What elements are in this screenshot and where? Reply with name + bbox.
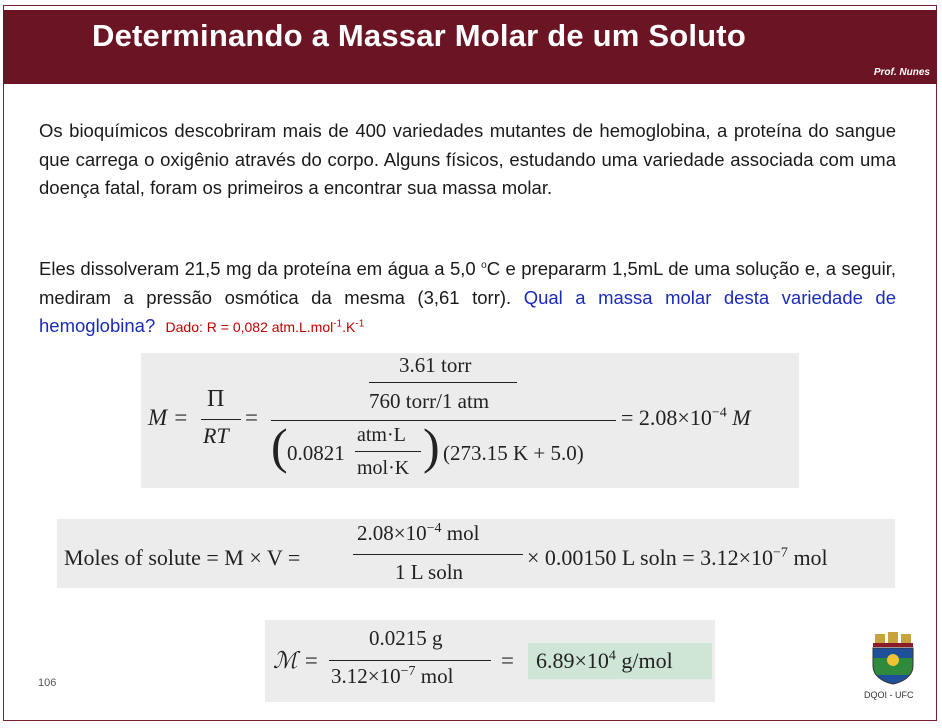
eq2-numerator-unit: mol — [446, 521, 480, 545]
eq2-numerator-exponent: −4 — [426, 521, 442, 536]
eq3-fraction-bar — [329, 660, 491, 661]
molar-mass-equation — [265, 620, 715, 702]
eq1-unit-fraction-bar — [355, 451, 421, 452]
eq3-equals: = — [501, 648, 514, 673]
eq1-paren-open: ( — [271, 418, 288, 474]
eq2-rhs-exponent: −7 — [773, 545, 788, 561]
eq1-unit-atm-l: atm·L — [357, 424, 406, 446]
eq3-denominator-mantissa: 3.12×10 — [331, 664, 401, 688]
ufc-crest-icon — [867, 630, 919, 686]
eq1-pi-fraction-bar — [201, 419, 241, 420]
problem-paragraph — [39, 255, 896, 342]
eq1-r-value: 0.0821 — [287, 441, 345, 465]
eq1-result — [621, 405, 751, 431]
eq1-paren-close: ) — [423, 418, 440, 474]
eq2-lhs: Moles of solute = M × V = — [64, 545, 301, 570]
moles-of-solute-equation — [57, 519, 895, 588]
eq1-result-exponent: −4 — [711, 405, 727, 421]
eq1-result-mantissa: = 2.08×10 — [621, 405, 712, 430]
degree-sup: o — [481, 259, 487, 271]
eq3-lhs: ℳ = — [273, 648, 319, 673]
problem-text-b: C e prepararm 1,5mL de uma solução e, a seguir, mediram a pressão osmótica da mesma (3,61 torr). — [39, 258, 896, 308]
given-sup-2: -1 — [355, 318, 365, 330]
intro-paragraph: Os bioquímicos descobriram mais de 400 variedades mutantes de hemoglobina, a proteína do sangue que carrega o oxigênio através do corpo. Alguns físicos, estudando uma variedade associada com uma doença fatal, foram os primeiros a encontrar sua massa molar. — [39, 120, 896, 198]
page-number: 106 — [38, 677, 57, 689]
author-label: Prof. Nunes — [873, 67, 930, 78]
given-text-a: Dado: R = 0,082 atm.L.mol — [165, 319, 334, 335]
eq1-result-unit: M — [732, 405, 751, 430]
eq1-m-lhs: M = — [148, 405, 189, 430]
eq2-numerator-mantissa: 2.08×10 — [357, 521, 427, 545]
eq1-main-fraction-bar — [271, 420, 616, 421]
given-sup-1: -1 — [333, 318, 343, 330]
eq3-denominator-exponent: −7 — [400, 664, 416, 679]
eq2-denominator: 1 L soln — [395, 560, 464, 584]
eq3-answer-unit: g/mol — [621, 648, 673, 673]
eq2-rhs-text: × 0.00150 L soln = 3.12×10 — [527, 545, 774, 570]
question-text: Qual a massa molar desta variedade de hemoglobina? — [39, 286, 896, 336]
eq3-denominator-unit: mol — [420, 664, 454, 688]
department-label: DQOI - UFC — [864, 690, 914, 700]
eq1-torr-conversion: 760 torr/1 atm — [369, 389, 490, 413]
eq3-answer-mantissa: 6.89×10 — [536, 648, 609, 673]
osmotic-molarity-equation — [141, 353, 799, 488]
eq3-denominator — [331, 664, 453, 689]
eq1-rt: RT — [203, 423, 229, 448]
problem-text-a: Eles dissolveram 21,5 mg da proteína em água a 5,0 — [39, 258, 482, 279]
eq2-rhs-unit: mol — [793, 545, 828, 570]
eq3-answer-exponent: 4 — [608, 648, 616, 664]
given-text-b: .K — [342, 319, 356, 335]
eq2-fraction-bar — [353, 554, 523, 555]
eq1-pi: Π — [207, 386, 225, 412]
eq3-answer — [536, 648, 673, 674]
eq1-equals: = — [245, 405, 258, 430]
eq2-rhs — [527, 545, 828, 571]
eq3-numerator: 0.0215 g — [369, 626, 443, 650]
eq2-numerator — [357, 521, 479, 546]
eq1-temperature: (273.15 K + 5.0) — [443, 441, 584, 465]
eq1-unit-mol-k: mol·K — [357, 457, 410, 479]
slide-title: Determinando a Massar Molar de um Soluto — [92, 18, 746, 53]
eq1-inner-fraction-bar — [369, 382, 517, 383]
given-data — [166, 319, 365, 335]
eq1-pressure-torr: 3.61 torr — [399, 353, 472, 377]
